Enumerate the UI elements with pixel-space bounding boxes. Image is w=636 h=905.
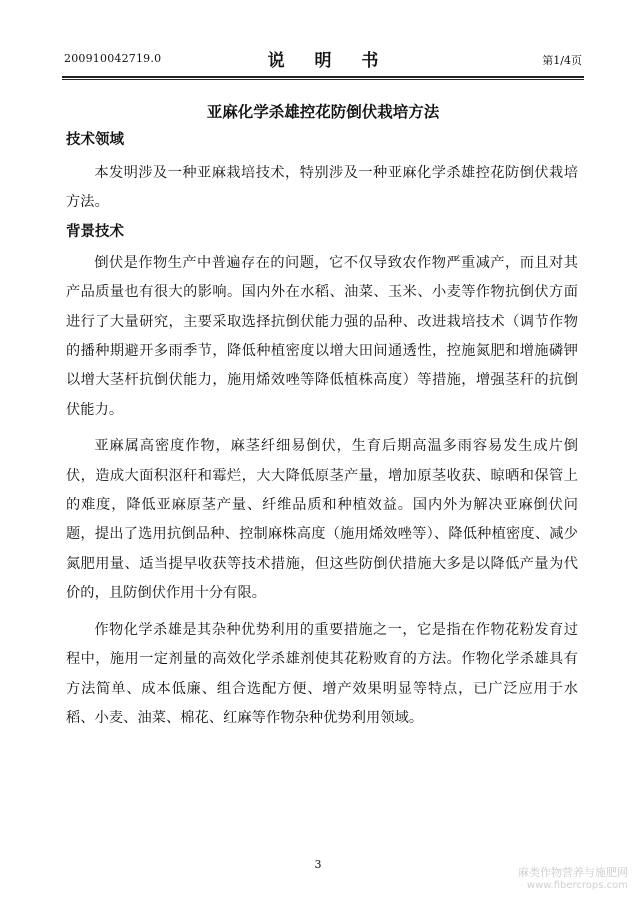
document-title: 亚麻化学杀雄控花防倒伏栽培方法: [206, 102, 440, 121]
header-title: 说 明 书: [267, 51, 391, 71]
section-heading-background: 背景技术: [66, 222, 124, 240]
paragraph-technical-field: 本发明涉及一种亚麻栽培技术，特别涉及一种亚麻化学杀雄控花防倒伏栽培方法。: [66, 165, 578, 211]
watermark: [518, 866, 628, 892]
page-number: 3: [314, 858, 322, 871]
header-rule-thin: [62, 79, 584, 80]
application-number: 200910042719.0: [64, 52, 162, 65]
paragraph-background-1: 倒伏是作物生产中普遍存在的问题，它不仅导致农作物严重减产，而且对其产品质量也有很大的影响。国内外在水稻、油菜、玉米、小麦等作物抗倒伏方面进行了大量研究，主要采取选择抗倒伏能力强的品种、改进栽培技术（调节作物的播种期避开多雨季节，降低种植密度以增大田间通透性，控施氮肥和增施磷钾以增大茎杆抗倒伏能力，施用烯效唑等降低植株高度）等措施，增强茎秆的抗倒伏能力。: [66, 254, 578, 418]
header-rule: [62, 76, 584, 78]
paragraph-background-3: 作物化学杀雄是其杂种优势利用的重要措施之一，它是指在作物花粉发育过程中，施用一定剂量的高效化学杀雄剂使其花粉败育的方法。作物化学杀雄具有方法简单、成本低廉、组合选配方便、增产效果明显等特点，已广泛应用于水稻、小麦、油菜、棉花、红麻等作物杂种优势利用领域。: [66, 621, 578, 726]
watermark-url: www.fibercrops.com: [526, 880, 628, 891]
page-header: [64, 46, 582, 72]
section-heading-technical-field: 技术领域: [66, 131, 124, 148]
document-body: [66, 127, 578, 733]
page-info: 第1/4页: [542, 54, 582, 67]
watermark-site-name: 麻类作物营养与施肥网: [518, 866, 628, 879]
paragraph-background-2: 亚麻属高密度作物，麻茎纤细易倒伏，生育后期高温多雨容易发生成片倒伏，造成大面积沤秆和霉烂，大大降低原茎产量，增加原茎收获、晾晒和保管上的难度，降低亚麻原茎产量、纤维品质和种植效益。国内外为解决亚麻倒伏问题，提出了选用抗倒品种、控制麻株高度（施用烯效唑等）、降低种植密度、减少氮肥用量、适当提早收获等技术措施，但这些防倒伏措施大多是以降低产量为代价的，且防倒伏作用十分有限。: [66, 438, 578, 602]
